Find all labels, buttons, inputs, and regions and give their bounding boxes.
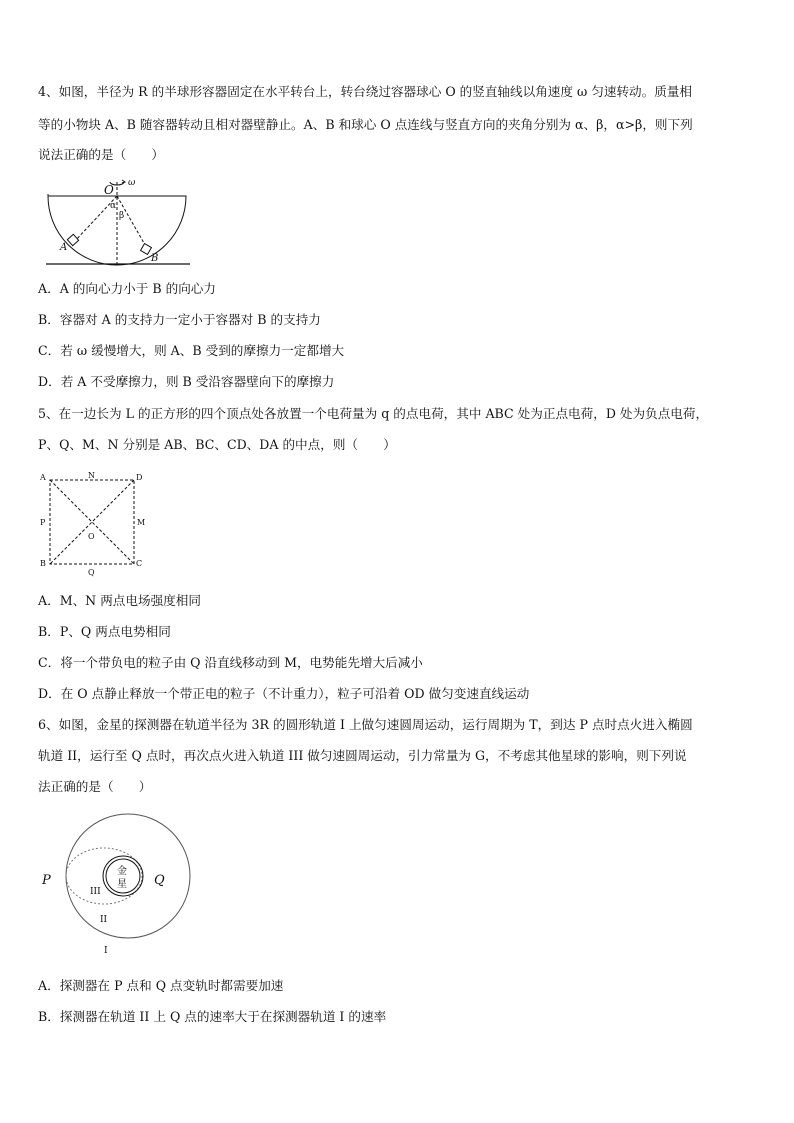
q5-option-c: C．将一个带负电的粒子由 Q 沿直线移动到 M，电势能先增大后减小 [38,655,423,670]
q5-label-C: C [136,559,143,568]
q6-label-Q: Q [154,873,165,888]
q5-option-b: B．P、Q 两点电势相同 [38,624,171,639]
q6-option-b: B．探测器在轨道 II 上 Q 点的速率大于在探测器轨道 I 的速率 [38,1009,387,1024]
q6-label-orbit-II: II [100,915,108,925]
q5-stem-line-2: P、Q、M、N 分别是 AB、BC、CD、DA 的中点，则（ ） [38,437,396,452]
q5-label-M: M [137,518,146,527]
q4-label-O: O [104,183,114,197]
q4-stem-line-2: 等的小物块 A、B 随容器转动且相对器壁静止。A、B 和球心 O 点连线与竖直方向的夹角分别为 α、β，α>β，则下列 [38,117,693,132]
q4-option-c: C．若 ω 缓慢增大，则 A、B 受到的摩擦力一定都增大 [38,343,345,358]
q6-label-P: P [42,873,51,888]
q5-stem-line-1: 5、在一边长为 L 的正方形的四个顶点处各放置一个电荷量为 q 的点电荷，其中 ABC 处为正点电荷，D 处为负点电荷， [38,406,709,421]
q5-label-N: N [88,471,95,480]
q5-option-a: A．M、N 两点电场强度相同 [38,593,201,608]
q6-stem-line-1: 6、如图，金星的探测器在轨道半径为 3R 的圆形轨道 I 上做匀速圆周运动，运行周期为 T，到达 P 点时点火进入椭圆 [38,717,693,732]
q5-square-figure [36,468,156,580]
q4-option-a: A．A 的向心力小于 B 的向心力 [38,281,216,296]
q6-orbit-figure [36,808,206,960]
q4-stem-line-3: 说法正确的是（ ） [38,147,164,162]
q5-option-d: D．在 O 点静止释放一个带正电的粒子（不计重力），粒子可沿着 OD 做匀变速直线运动 [38,686,530,701]
q5-label-B: B [40,559,46,568]
q4-label-omega: ω [128,178,136,188]
q6-stem-line-2: 轨道 II，运行至 Q 点时，再次点火进入轨道 III 做匀速圆周运动，引力常量为 G，不考虑其他星球的影响，则下列说 [38,748,687,763]
q4-label-beta: β [119,211,125,221]
q6-stem-line-3: 法正确的是（ ） [38,779,152,794]
q6-label-orbit-III: III [90,887,101,897]
q5-label-A: A [40,473,46,482]
q4-option-d: D．若 A 不受摩擦力，则 B 受沿容器壁向下的摩擦力 [38,374,335,389]
q4-stem-line-1: 4、如图，半径为 R 的半球形容器固定在水平转台上，转台绕过容器球心 O 的竖直轴线以角速度 ω 匀速转动。质量相 [38,84,693,99]
q4-label-alpha: α [110,201,117,211]
q4-hemisphere-figure [40,172,200,272]
q4-label-B: B [151,253,159,264]
q5-label-O: O [88,532,95,541]
q6-planet-label-1: 金 [117,866,127,877]
q4-option-b: B．容器对 A 的支持力一定小于容器对 B 的支持力 [38,312,321,327]
q4-label-A: A [60,242,68,253]
q5-label-P: P [40,518,46,527]
q6-option-a: A．探测器在 P 点和 Q 点变轨时都需要加速 [38,978,284,993]
q5-label-Q: Q [88,568,95,577]
q5-label-D: D [136,473,143,482]
q6-planet-label-2: 星 [117,879,127,890]
q6-label-orbit-I: I [104,946,108,956]
